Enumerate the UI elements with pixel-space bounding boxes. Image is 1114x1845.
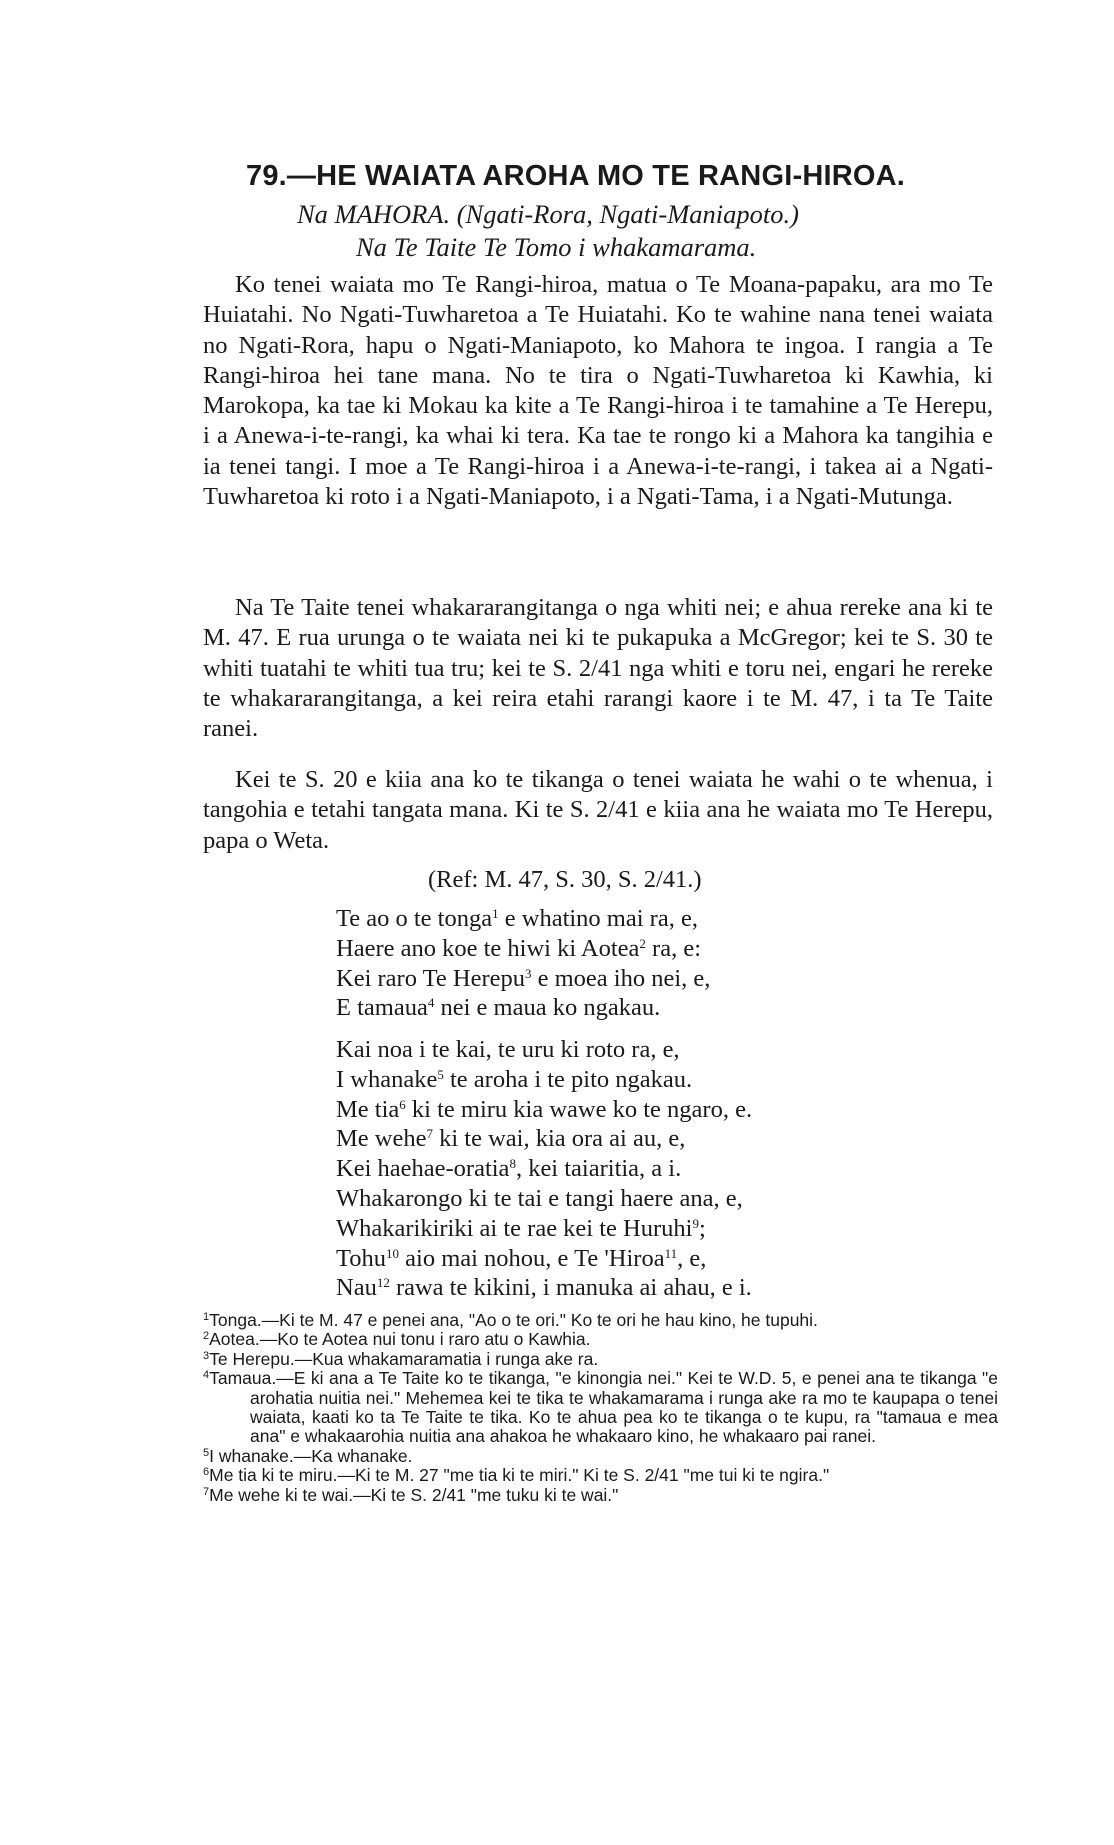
footnote-number: 5	[203, 1446, 210, 1459]
footnote	[203, 1466, 998, 1485]
verse-text: Haere ano koe te hiwi ki Aotea	[336, 934, 640, 962]
stanza-1	[336, 904, 710, 1023]
footnote-marker: 7	[426, 1126, 433, 1142]
verse-line	[336, 1244, 752, 1274]
footnote-marker: 9	[692, 1215, 699, 1231]
verse-text: Me tia	[336, 1095, 400, 1123]
footnote-number: 4	[203, 1369, 210, 1382]
footnote-marker: 11	[664, 1245, 678, 1261]
intro-paragraph-1	[203, 270, 993, 512]
verse-text: I whanake	[336, 1065, 438, 1093]
verse-text: e whatino mai ra, e,	[498, 905, 698, 932]
verse-line	[336, 1154, 752, 1184]
footnote-text: Tamaua.—E ki ana a Te Taite ko te tikanga, "e kinongia nei." Kei te W.D. 5, e penei ana te tikanga "e arohatia nuitia nei." Mehemea kei te tika te whakamarama i runga ake ra mo te kaupapa o tenei waiata, kaati ko ta Te Taite te tika. Ko te ahua pea ko te tikanga o te kupu, ra "tamaua e mea ana" e whakaarohia nuitia ana ahakoa he whakaaro kino, he whakaaro pai ranei.	[209, 1368, 998, 1447]
verse-text: , kei taiaritia, a i.	[515, 1155, 682, 1183]
footnote-text: Aotea.—Ko te Aotea nui tonu i raro atu o Kawhia.	[209, 1329, 591, 1350]
verse-line	[336, 904, 710, 934]
editor-line: Na Te Taite Te Tomo i whakamarama.	[356, 232, 757, 262]
intro-paragraph-text: Kei te S. 20 e kiia ana ko te tikanga o tenei waiata he wahi o te whenua, i tangohia e tetahi tangata mana. Ki te S. 2/41 e kiia ana he waiata mo Te Herepu, papa o Weta.	[203, 766, 993, 854]
verse-text: ki te miru kia wawe ko te ngaro, e.	[405, 1095, 753, 1123]
verse-line	[336, 1124, 752, 1154]
song-title: 79.—HE WAIATA AROHA MO TE RANGI-HIROA.	[246, 160, 906, 192]
verse-text: te aroha i te pito ngakau.	[443, 1065, 693, 1093]
footnote-number: 1	[203, 1311, 210, 1323]
footnote-marker: 10	[386, 1245, 400, 1261]
verse-text: ra, e:	[645, 934, 702, 962]
intro-paragraph-2	[203, 593, 993, 744]
verse-line	[336, 964, 710, 994]
footnote-marker: 8	[509, 1156, 516, 1172]
verse-text: Nau	[336, 1274, 377, 1302]
verse-text: Whakarikiriki ai te rae kei te Huruhi	[336, 1214, 693, 1242]
footnotes	[203, 1311, 998, 1505]
footnote	[203, 1311, 998, 1330]
intro-paragraph-text: Na Te Taite tenei whakararangitanga o nga whiti nei; e ahua rereke ana ki te M. 47. E rua urunga o te waiata nei ki te pukapuka a McGregor; kei te S. 30 te whiti tuatahi te whiti tua tru; kei te S. 2/41 nga whiti e toru nei, engari he rereke te whakararangitanga, a kei reira etahi rarangi kaore i te M. 47, i ta Te Taite ranei.	[203, 594, 993, 743]
verse-text: E tamaua	[336, 994, 428, 1022]
footnote-number: 2	[203, 1330, 210, 1343]
footnote	[203, 1350, 998, 1369]
verse-text: Kai noa i te kai, te uru ki roto ra, e,	[336, 1036, 680, 1063]
verse-line	[336, 1214, 752, 1244]
verse-text: Kei raro Te Herepu	[336, 964, 525, 992]
footnote	[203, 1486, 998, 1505]
verse-text: ki te wai, kia ora ai au, e,	[432, 1125, 686, 1153]
verse-line	[336, 993, 710, 1023]
footnote	[203, 1447, 998, 1466]
author-line: Na MAHORA. (Ngati-Rora, Ngati-Maniapoto.)	[297, 199, 799, 229]
verse-text: Whakarongo ki te tai e tangi haere ana, e,	[336, 1184, 743, 1212]
footnote-text: Me wehe ki te wai.—Ki te S. 2/41 "me tuku ki te wai."	[209, 1484, 619, 1505]
footnote-marker: 3	[524, 965, 532, 981]
footnote	[203, 1330, 998, 1349]
verse-line	[336, 1273, 752, 1303]
verse-text: aio mai nohou, e Te 'Hiroa	[399, 1244, 665, 1272]
intro-paragraph-3	[203, 765, 993, 856]
footnote-text: Tonga.—Ki te M. 47 e penei ana, "Ao o te ori." Ko te ori he hau kino, he tupuhi.	[209, 1310, 818, 1330]
verse-line	[336, 1035, 752, 1065]
footnote	[203, 1369, 998, 1447]
verse-text: e moea iho nei, e,	[531, 964, 711, 992]
footnote-marker: 12	[376, 1275, 390, 1291]
verse-text: Te ao o te tonga	[336, 905, 493, 932]
footnote-text: I whanake.—Ka whanake.	[209, 1445, 413, 1466]
verse-text: Tohu	[336, 1244, 387, 1272]
footnote-marker: 2	[639, 935, 646, 951]
verse-line	[336, 934, 710, 964]
footnote-marker: 4	[427, 995, 435, 1011]
verse-line	[336, 1184, 752, 1214]
footnote-marker: 1	[492, 906, 499, 921]
reference-line: (Ref: M. 47, S. 30, S. 2/41.)	[428, 866, 702, 893]
footnote-number: 6	[203, 1466, 210, 1479]
stanza-2	[336, 1035, 752, 1303]
footnote-marker: 6	[399, 1096, 406, 1112]
verse-line	[336, 1095, 752, 1125]
footnote-text: Te Herepu.—Kua whakamaramatia i runga ake ra.	[209, 1348, 599, 1369]
verse-text: Me wehe	[336, 1125, 427, 1153]
footnote-marker: 5	[437, 1066, 444, 1082]
footnote-number: 3	[203, 1349, 210, 1362]
verse-text: nei e maua ko ngakau.	[434, 994, 661, 1022]
intro-paragraph-text: Ko tenei waiata mo Te Rangi-hiroa, matua o Te Moana-papaku, ara mo Te Huiatahi. No Ngati-Tuwharetoa a Te Huiatahi. Ko te wahine nana tenei waiata no Ngati-Rora, hapu o Ngati-Maniapoto, ko Mahora te ingoa. I rangia a Te Rangi-hiroa hei tane mana. No te tira o Ngati-Tuwharetoa ki Kawhia, ki Marokopa, ka tae ki Mokau ka kite a Te Rangi-hiroa i te tamahine a Te Herepu, i a Anewa-i-te-rangi, ka whai ki tera. Ka tae te rongo ki a Mahora ka tangihia e ia tenei tangi. I moe a Te Rangi-hiroa i a Anewa-i-te-rangi, i takea ai a Ngati-Tuwharetoa ki roto i a Ngati-Maniapoto, i a Ngati-Tama, i a Ngati-Mutunga.	[203, 271, 993, 511]
verse-text: , e,	[677, 1244, 707, 1272]
footnote-text: Me tia ki te miru.—Ki te M. 27 "me tia ki te miri." Ki te S. 2/41 "me tui ki te ngira."	[209, 1465, 830, 1486]
footnote-number: 7	[203, 1485, 210, 1498]
verse-text: ;	[698, 1214, 706, 1242]
verse-text: Kei haehae-oratia	[336, 1155, 510, 1183]
verse-line	[336, 1065, 752, 1095]
verse-text: rawa te kikini, i manuka ai ahau, e i.	[389, 1274, 752, 1302]
